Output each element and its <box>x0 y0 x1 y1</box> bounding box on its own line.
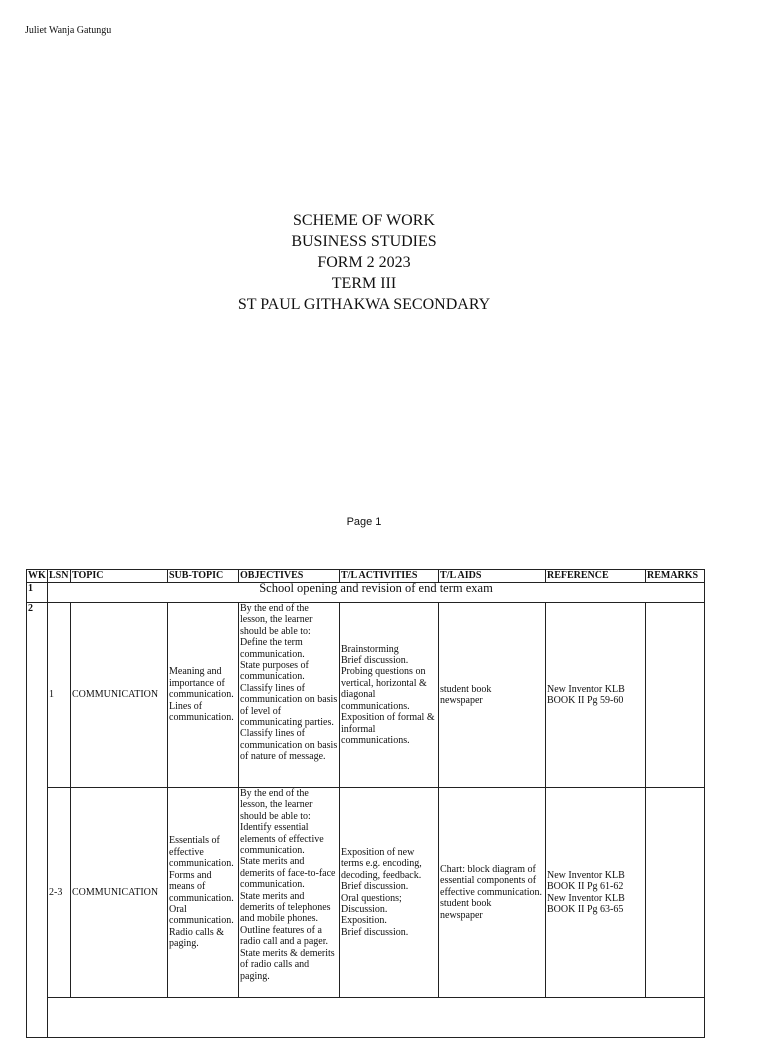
table-row <box>27 583 705 603</box>
table-header-row <box>27 570 705 583</box>
aids-cell <box>439 788 546 998</box>
objective-line: Define the term communication. <box>240 637 305 660</box>
objectives-cell <box>239 788 340 998</box>
remarks-cell <box>646 603 705 788</box>
lesson-number: 2-3 <box>48 788 71 998</box>
subtopic-line: Meaning and importance of communication. <box>169 666 234 701</box>
next-row-continuation <box>48 998 705 1038</box>
reference-cell <box>546 788 646 998</box>
activity-line: Discussion. <box>341 903 388 915</box>
objective-line: Outline features of a radio call and a pager. <box>240 924 329 948</box>
activities-cell <box>340 603 439 788</box>
subtopic-line: Oral communication. <box>169 903 234 927</box>
objective-line: By the end of the lesson, the learner should be able to: <box>240 603 313 637</box>
page-number: Page 1 <box>346 516 382 528</box>
objectives-cell <box>239 603 340 788</box>
column-header-objectives: OBJECTIVES <box>239 570 340 583</box>
activity-line: Brief discussion. <box>341 655 409 667</box>
lesson-number: 1 <box>48 603 71 788</box>
activity-line: Exposition of formal & informal communications. <box>341 712 435 746</box>
activity-line: Probing questions on vertical, horizontal & diagonal communications. <box>341 666 427 712</box>
aid-line: newspaper <box>440 909 483 921</box>
table-row <box>27 788 705 998</box>
objective-line: State purposes of communication. <box>240 660 309 683</box>
topic-cell: COMMUNICATION <box>71 603 168 788</box>
reference-line: New Inventor KLB BOOK II Pg 59-60 <box>547 683 625 706</box>
title-line: SCHEME OF WORK <box>293 212 435 229</box>
aid-line: student book <box>440 683 492 695</box>
column-header-topic: TOPIC <box>71 570 168 583</box>
objective-line: Identify essential elements of effective communication. <box>240 822 324 857</box>
title-line: BUSINESS STUDIES <box>291 233 437 250</box>
activity-line: Brief discussion. <box>341 926 409 938</box>
subtopic-line: Lines of communication. <box>169 700 234 724</box>
activity-line: Brainstorming <box>341 643 399 655</box>
document-title <box>0 210 728 315</box>
activity-line: Exposition of new terms e.g. encoding, decoding, feedback. <box>341 846 422 881</box>
week-number: 1 <box>27 583 48 603</box>
objective-line: Classify lines of communication on basis of level of communicating parties. <box>240 682 338 729</box>
topic-cell: COMMUNICATION <box>71 788 168 998</box>
title-line: ST PAUL GITHAKWA SECONDARY <box>237 296 491 313</box>
aid-line: Chart: block diagram of essential components of effective communication. <box>440 863 542 898</box>
column-header-aids: T/L AIDS <box>439 570 546 583</box>
week-number: 2 <box>27 603 48 1038</box>
objective-line: By the end of the lesson, the learner should be able to: <box>240 788 313 822</box>
column-header-subtopic: SUB-TOPIC <box>168 570 239 583</box>
aid-line: student book <box>440 898 492 910</box>
objective-line: State merits and demerits of telephones and mobile phones. <box>240 890 331 925</box>
activity-line: Exposition. <box>341 915 387 927</box>
reference-line: New Inventor KLB BOOK II Pg 63-65 <box>547 892 625 915</box>
subtopic-line: Forms and means of communication. <box>169 869 234 904</box>
subtopic-cell <box>168 603 239 788</box>
activity-line: Oral questions; <box>341 892 402 904</box>
activities-cell <box>340 788 439 998</box>
title-line: FORM 2 2023 <box>317 254 411 271</box>
subtopic-line: Essentials of effective communication. <box>169 835 234 870</box>
column-header-remarks: REMARKS <box>646 570 705 583</box>
reference-line: New Inventor KLB BOOK II Pg 61-62 <box>547 869 625 893</box>
objective-line: State merits & demerits of radio calls and paging. <box>240 947 335 982</box>
aid-line: newspaper <box>440 695 483 706</box>
table-row <box>27 603 705 788</box>
column-header-wk: WK <box>28 570 46 581</box>
aids-cell <box>439 603 546 788</box>
activity-line: Brief discussion. <box>341 881 409 893</box>
author-name: Juliet Wanja Gatungu <box>25 25 112 36</box>
scheme-of-work-table <box>26 569 705 1038</box>
remarks-cell <box>646 788 705 998</box>
objective-line: State merits and demerits of face-to-face communication. <box>240 856 336 891</box>
subtopic-line: Radio calls & paging. <box>169 926 224 950</box>
title-line: TERM III <box>331 275 397 292</box>
column-header-lsn: LSN <box>48 570 71 583</box>
subtopic-cell <box>168 788 239 998</box>
column-header-reference: REFERENCE <box>546 570 646 583</box>
week-note: School opening and revision of end term exam <box>48 583 705 603</box>
table-row <box>27 998 705 1038</box>
column-header-activities: T/L ACTIVITIES <box>340 570 439 583</box>
reference-cell <box>546 603 646 788</box>
objective-line: Classify lines of communication on basis of nature of message. <box>240 728 338 763</box>
